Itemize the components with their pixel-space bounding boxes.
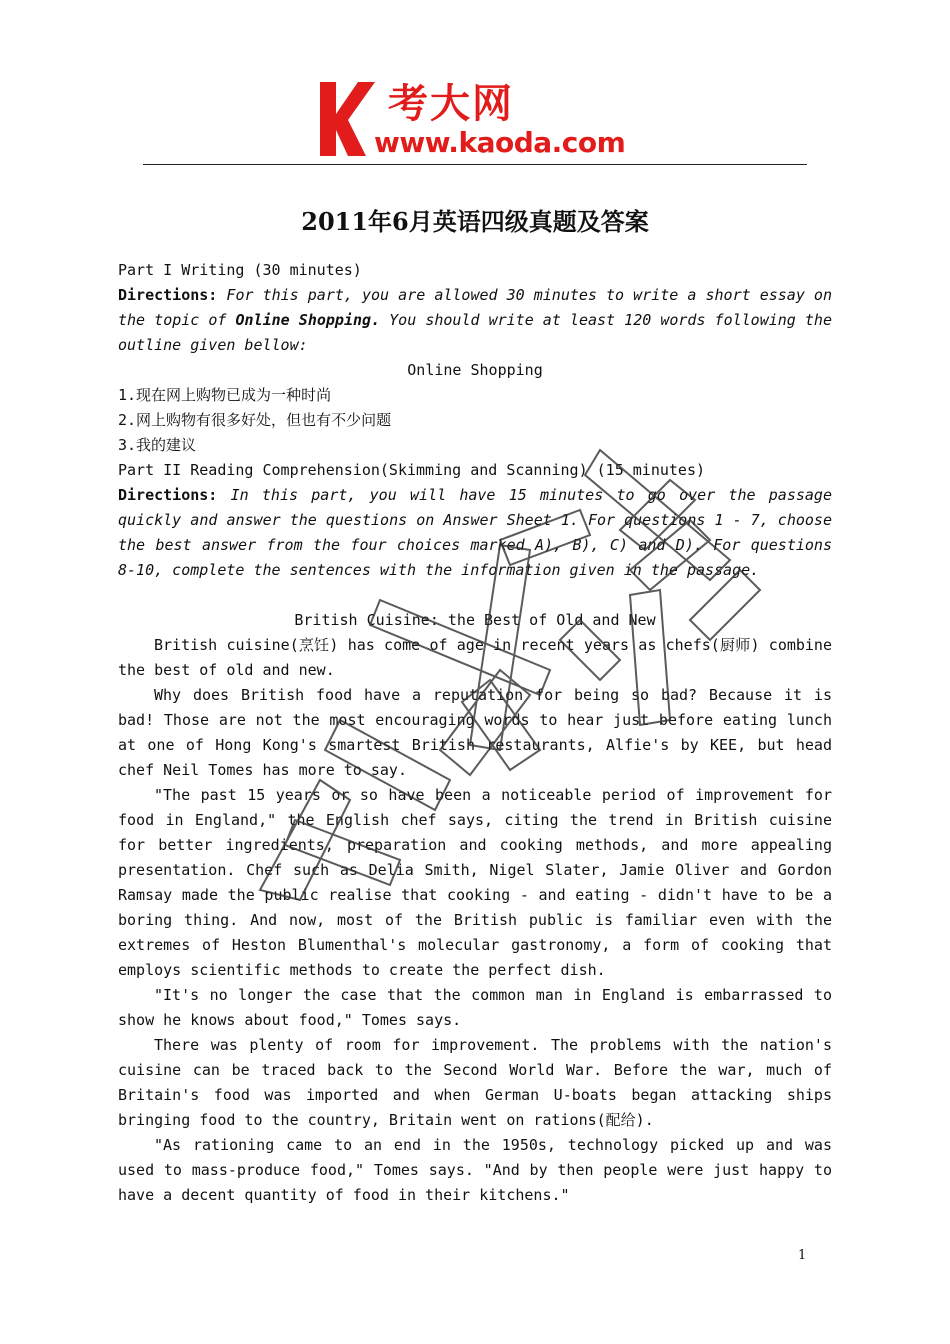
directions-label: Directions: (118, 286, 218, 304)
logo-brand-cn: 考大网 (388, 81, 514, 127)
page-number: 1 (798, 1248, 807, 1263)
part1-topic: Online Shopping. (235, 311, 381, 329)
passage-paragraph: "It's no longer the case that the common man in England is embarrassed to show he knows about food," Tomes says. (118, 986, 832, 1029)
passage-paragraph: There was plenty of room for improvement. The problems with the nation's cuisine can be traced back to the Second World War. Before the war, much of Britain's food was imported and when German U-boats began attacking ships bringing food to the country, Britain went on rations(配给). (118, 1036, 832, 1129)
essay-title: Online Shopping (407, 361, 543, 379)
k-logo-icon (318, 80, 376, 158)
part2-heading: Part II Reading Comprehension(Skimming and Scanning) (15 minutes) (118, 461, 705, 479)
header-rule (143, 164, 807, 165)
outline-item-2: 2.网上购物有很多好处，但也有不少问题 (118, 411, 392, 429)
document-body (118, 258, 832, 1208)
kaoda-logo (318, 76, 638, 160)
outline-item-1: 1.现在网上购物已成为一种时尚 (118, 386, 332, 404)
passage-title: British Cuisine: the Best of Old and New (294, 611, 656, 629)
passage-paragraph: Why does British food have a reputation for being so bad? Because it is bad! Those are not the most encouraging words to hear just before eating lunch at one of Hong Kong's smartest British restaurants, Alfie's by KEE, but head chef Neil Tomes has more to say. (118, 686, 832, 779)
logo-url: www.kaoda.com (374, 126, 626, 159)
passage-paragraph: "As rationing came to an end in the 1950s, technology picked up and was used to mass-produce food," Tomes says. "And by then people were just happy to have a decent quantity of food in their kitchens." (118, 1136, 832, 1204)
directions-label: Directions: (118, 486, 218, 504)
part1-directions (118, 283, 832, 358)
outline-item-3: 3.我的建议 (118, 436, 197, 454)
document-title: 2011年6月英语四级真题及答案 (301, 207, 649, 236)
part2-directions (118, 483, 832, 583)
part1-heading: Part I Writing (30 minutes) (118, 261, 362, 279)
part1-directions-text-b: You should write at least 120 words following the outline given bellow: (118, 311, 832, 354)
spacer (118, 583, 832, 608)
part2-directions-text: In this part, you will have 15 minutes to go over the passage quickly and answer the questions on Answer Sheet 1. For questions 1 - 7, choose the best answer from the four choices marked A), B), C) and D). For questions 8-10, complete the sentences with the information given in the passage. (118, 486, 832, 579)
part1-directions-text-a: For this part, you are allowed 30 minutes to write a short essay on the topic of (118, 286, 832, 329)
passage-paragraph: "The past 15 years or so have been a noticeable period of improvement for food in England," the English chef says, citing the trend in British cuisine for better ingredients, preparation and cooking methods, and more appealing presentation. Chef such as Delia Smith, Nigel Slater, Jamie Oliver and Gordon Ramsay made the public realise that cooking - and eating - didn't have to be a boring thing. And now, most of the British public is familiar even with the extremes of Heston Blumenthal's molecular gastronomy, a form of cooking that employs scientific methods to create the perfect dish. (118, 786, 832, 979)
passage-paragraph: British cuisine(烹饪) has come of age in recent years as chefs(厨师) combine the best of old and new. (118, 636, 832, 679)
